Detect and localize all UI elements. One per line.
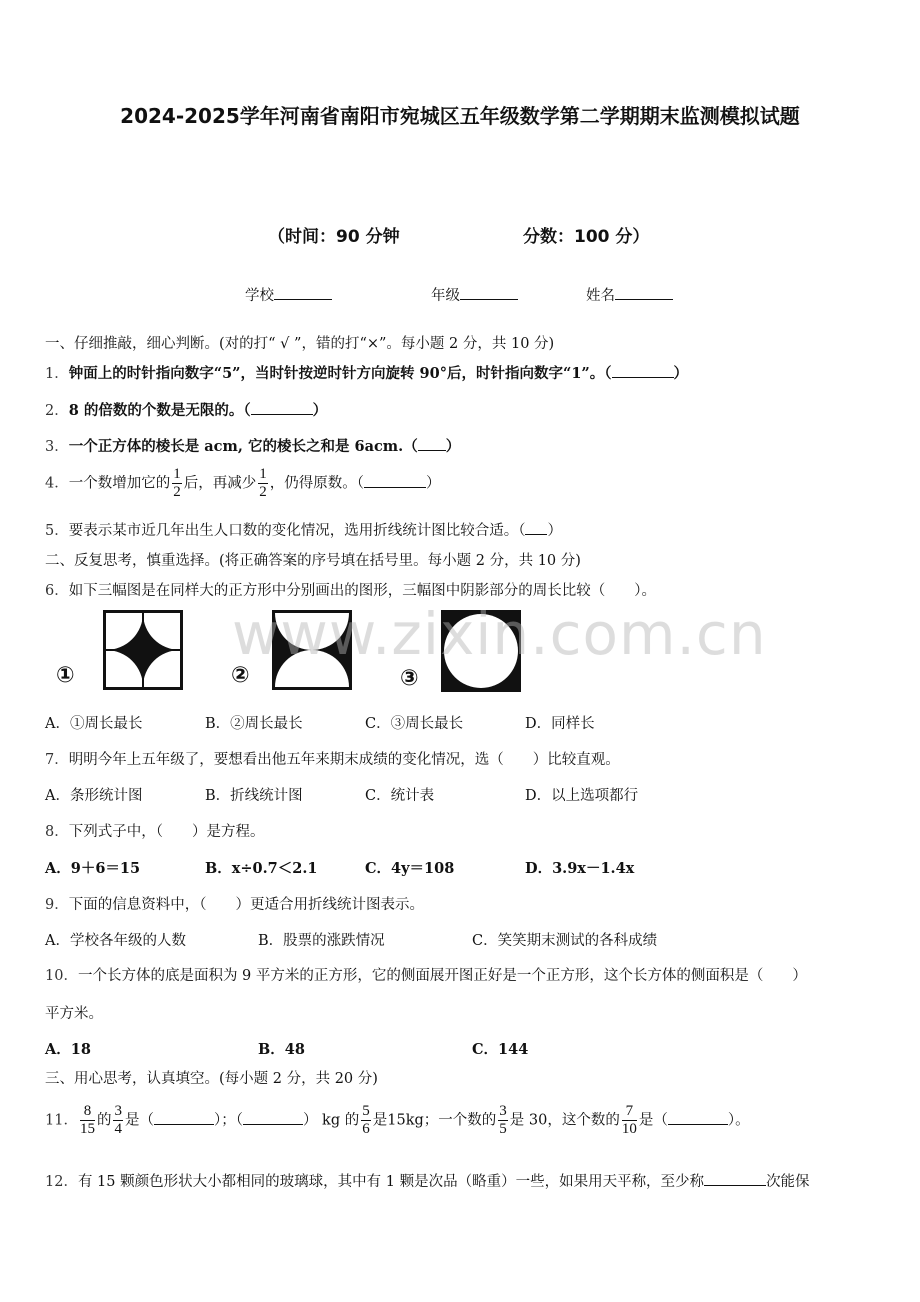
question-10: 10．一个长方体的底是面积为 9 平方米的正方形，它的侧面展开图正好是一个正方形，这个长方体的侧面积是（ ） (45, 968, 807, 984)
option-c[interactable]: C．笑笑期末测试的各科成绩 (472, 933, 658, 949)
figure-label-1: ① (56, 663, 75, 688)
option-c[interactable]: C．统计表 (365, 788, 435, 804)
name-field[interactable] (586, 284, 673, 305)
question-7: 7．明明今年上五年级了，要想看出他五年来期末成绩的变化情况，选（ ）比较直观。 (45, 752, 620, 768)
option-a[interactable]: A．条形统计图 (45, 788, 143, 804)
question-3: 3．一个正方体的棱长是 acm, 它的棱长之和是 6acm.（ ） (45, 438, 461, 455)
option-a[interactable]: A．①周长最长 (45, 716, 143, 732)
answer-blank-11c[interactable] (668, 1110, 728, 1125)
answer-blank-12[interactable] (704, 1171, 766, 1186)
question-11: 11． $\frac{8}{15}$ 的 $\frac{3}{4}$ 是（ ）；（ ） kg 的 $\frac{5}{6}$ 是15kg；一个数的 $\frac{3}{5}$ 是 30，这个数的 $\frac{7}{10}$ 是（ ）。 (45, 1103, 750, 1137)
question-12: 12．有 15 颗颜色形状大小都相同的玻璃球，其中有 1 颗是次品（略重）一些，如果用天平称，至少称 次能保 (45, 1170, 810, 1191)
fraction: $\frac{3}{4}$ (114, 1103, 122, 1137)
question-10-options (45, 1038, 905, 1058)
question-7-options (45, 784, 905, 804)
question-6: 6．如下三幅图是在同样大的正方形中分别画出的图形，三幅图中阴影部分的周长比较（ ）。 (45, 583, 656, 599)
fraction: $\frac{7}{10}$ (621, 1103, 637, 1137)
fraction: $\frac{8}{15}$ (79, 1103, 95, 1137)
answer-blank-4[interactable] (364, 473, 426, 488)
watermark: www.zixin.com.cn (232, 600, 767, 668)
fraction: $\frac{1}{2}$ (259, 466, 267, 500)
option-b[interactable]: B．折线统计图 (205, 788, 303, 804)
option-b[interactable]: B．股票的涨跌情况 (258, 933, 385, 949)
question-6-options (45, 712, 905, 732)
question-10-continued: 平方米。 (45, 1006, 103, 1022)
answer-blank-2[interactable] (251, 400, 313, 415)
figure-label-2: ② (231, 663, 250, 688)
option-b[interactable]: B．48 (258, 1041, 305, 1058)
answer-blank-3[interactable] (418, 436, 446, 451)
option-a[interactable]: A．学校各年级的人数 (45, 933, 186, 949)
grade-blank[interactable] (460, 285, 518, 300)
figure-1-star-shape (103, 610, 183, 690)
exam-time: （时间：90 分钟 (268, 227, 400, 247)
school-label: 学校 (245, 288, 274, 304)
fraction: $\frac{3}{5}$ (499, 1103, 507, 1137)
fraction: $\frac{5}{6}$ (362, 1103, 370, 1137)
school-field[interactable] (245, 284, 332, 305)
option-a[interactable]: A．9＋6＝15 (45, 860, 141, 877)
exam-title: 2024-2025学年河南省南阳市宛城区五年级数学第二学期期末监测模拟试题 (120, 104, 800, 128)
section3-heading: 三、用心思考，认真填空。(每小题 2 分，共 20 分) (45, 1071, 378, 1087)
option-c[interactable]: C．4y＝108 (365, 860, 455, 877)
section1-heading: 一、仔细推敲，细心判断。(对的打“ √ ”，错的打“×”。每小题 2 分，共 10 分) (45, 336, 555, 352)
question-8-options (45, 857, 905, 877)
name-label: 姓名 (586, 288, 615, 304)
exam-score: 分数：100 分） (523, 227, 650, 247)
section2-heading: 二、反复思考，慎重选择。(将正确答案的序号填在括号里。每小题 2 分，共 10 分) (45, 553, 581, 569)
answer-blank-1[interactable] (612, 363, 674, 378)
option-a[interactable]: A．18 (45, 1041, 91, 1058)
option-b[interactable]: B．x÷0.7＜2.1 (205, 860, 318, 877)
option-d[interactable]: D．同样长 (525, 716, 595, 732)
question-2: 2．8 的倍数的个数是无限的。（ ） (45, 402, 328, 419)
answer-blank-11a[interactable] (154, 1110, 214, 1125)
answer-blank-5[interactable] (525, 520, 547, 535)
option-d[interactable]: D．以上选项都行 (525, 788, 639, 804)
grade-label: 年级 (431, 288, 460, 304)
option-b[interactable]: B．②周长最长 (205, 716, 303, 732)
option-c[interactable]: C．③周长最长 (365, 716, 464, 732)
grade-field[interactable] (431, 284, 518, 305)
question-8: 8．下列式子中，（ ）是方程。 (45, 824, 265, 840)
option-c[interactable]: C．144 (472, 1041, 529, 1058)
school-blank[interactable] (274, 285, 332, 300)
question-5: 5．要表示某市近几年出生人口数的变化情况，选用折线统计图比较合适。（ ） (45, 519, 562, 540)
option-d[interactable]: D．3.9x－1.4x (525, 860, 635, 877)
figure-label-3: ③ (400, 666, 419, 691)
question-9-options (45, 929, 905, 949)
question-9: 9．下面的信息资料中，（ ）更适合用折线统计图表示。 (45, 897, 424, 913)
name-blank[interactable] (615, 285, 673, 300)
question-1: 1．钟面上的时针指向数字“5”，当时针按逆时针方向旋转 90°后，时针指向数字“1”。（ ） (45, 365, 688, 382)
answer-blank-11b[interactable] (243, 1110, 303, 1125)
fraction: $\frac{1}{2}$ (173, 466, 181, 500)
question-4: 4．一个数增加它的 $\frac{1}{2}$ 后，再减少 $\frac{1}{2}$ ，仍得原数。（ ） (45, 466, 441, 500)
